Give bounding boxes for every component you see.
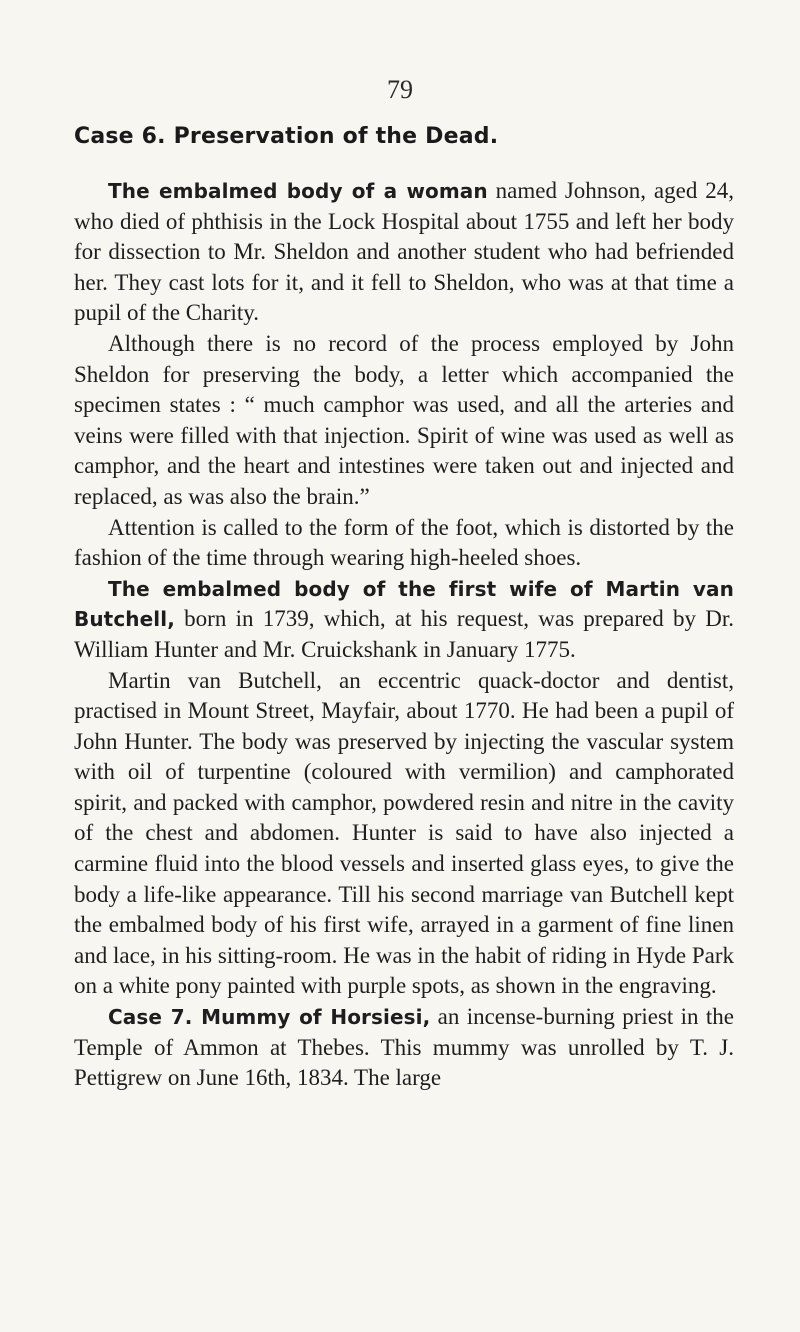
paragraph-text: an incense-burning priest in the Temple of Ammon at Thebes. This mummy was unrolled by T. J. Pettigrew on June 16th, 1834. The large (74, 1004, 734, 1091)
page-number: 79 (387, 75, 413, 104)
paragraph-text: Attention is called to the form of the foot, which is distorted by the fashion of the time through wearing high-heeled shoes. (74, 514, 734, 571)
body-text (74, 120, 734, 1094)
paragraph-van-butchell (74, 666, 734, 1003)
paragraph-text: Martin van Butchell, an eccentric quack-doctor and dentist, practised in Mount Street, Mayfair, about 1770. He had been a pupil of John Hunter. The body was preserved by injecting the vascular system with oil of turpentine (coloured with vermilion) and camphorated spirit, and packed with camphor, powdered resin and nitre in the cavity of the chest and abdomen. Hunter is said to have also injected a carmine fluid into the blood vessels and inserted glass eyes, to give the body a life-like appearance. Till his second marriage van Butchell kept the embalmed body of his first wife, arrayed in a garment of fine linen and lace, in his sitting-room. He was in the habit of riding in Hyde Park on a white pony painted with purple spots, as shown in the engraving. (74, 667, 734, 999)
paragraph-case-7 (74, 1002, 734, 1094)
paragraph-johnson (74, 176, 734, 329)
paragraph-text: named Johnson, aged 24, who died of phthisis in the Lock Hospital about 1755 and left her body for dissection to Mr. Sheldon and another student who had befriended her. They cast lots for it, and it fell to Sheldon, who was at that time a pupil of the Charity. (74, 178, 734, 326)
paragraph-lead: The embalmed body of a woman (108, 179, 488, 203)
paragraph-sheldon-process (74, 329, 734, 513)
paragraph-lead: The embalmed body of the first wife of Martin van Butchell, (74, 576, 734, 632)
paragraph-foot (74, 513, 734, 574)
paragraph-van-butchell-wife (74, 574, 734, 666)
paragraph-lead: Case 7. Mummy of Horsiesi, (108, 1005, 431, 1030)
case-6-heading: Case 6. Preservation of the Dead. (74, 124, 499, 149)
paragraph-text: born in 1739, which, at his request, was prepared by Dr. William Hunter and Mr. Cruickshank in January 1775. (74, 606, 734, 662)
paragraph-text: Although there is no record of the process employed by John Sheldon for preserving the body, a letter which accompanied the specimen states : “ much camphor was used, and all the arteries and veins were filled with that injection. Spirit of wine was used as well as camphor, and the heart and intestines were taken out and injected and replaced, as was also the brain.” (74, 330, 734, 509)
